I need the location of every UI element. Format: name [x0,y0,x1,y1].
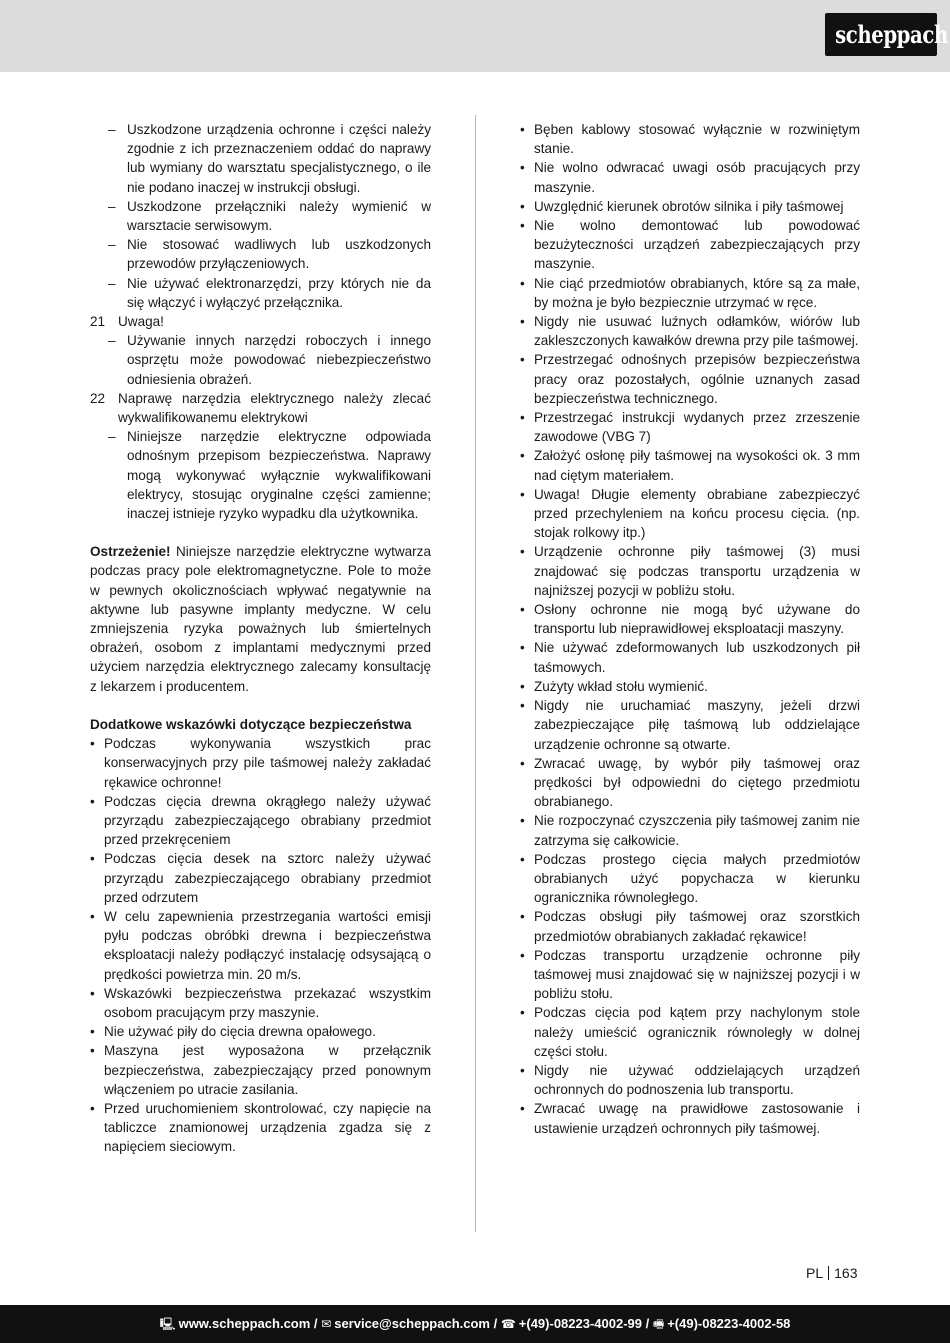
list-item-text: Założyć osłonę piły taśmowej na wysokości ok. 3 mm nad ciętym materiałem. [534,448,860,483]
bullet-marker: • [520,698,525,714]
dash-marker: – [108,275,116,291]
bullet-marker: • [520,410,525,426]
list-item-text: Przestrzegać instrukcji wydanych przez zrzeszenie zawodowe (VBG 7) [534,410,860,445]
bullet-marker: • [520,122,525,137]
list-item-text: Podczas obsługi piły taśmowej oraz szorstkich przedmiotów obrabianych zakładać rękawice! [534,909,860,944]
dash-item: – Niniejsze narzędzie elektryczne odpowiada odnośnym przepisom bezpieczeństwa. Naprawy mogą wykonywać wyłącznie wykwalifikowani elektrycy, stosując oryginalne części zamienne; inaczej istnieje ryzyko wypadku dla użytkownika. [108,429,431,522]
dash-item [90,235,431,273]
list-item [520,1003,860,1061]
bullet-marker: • [520,640,525,656]
phone-icon: ☎ [500,1317,516,1331]
list-item [90,1099,431,1157]
bullet-list [90,734,431,1156]
list-item-text: W celu zapewnienia przestrzegania wartości emisji pyłu podczas obróbki drewna i bezpieczeństwa eksploatacji należy podłączyć instalację odsysającą o prędkości powietrza min. 20 m/s. [104,908,431,982]
bullet-marker: • [90,985,95,1001]
bullet-marker: • [520,813,525,829]
bullet-marker: • [90,1024,95,1040]
bullet-marker: • [90,1043,95,1059]
item-number: 21 [90,314,106,330]
list-item-text: Nie rozpoczynać czyszczenia piły taśmowej zanim nie zatrzyma się całkowicie. [534,813,860,848]
list-item-text: Zwracać uwagę, by wybór piły taśmowej oraz prędkości był odpowiedni do ciętego przedmiotu obrabianego. [534,755,860,810]
list-item-text: Podczas wykonywania wszystkich prac konserwacyjnych przy pile taśmowej należy zakładać rękawice ochronne! [104,736,431,790]
bullet-marker: • [520,160,525,176]
list-item-text: Podczas cięcia drewna okrągłego należy używać przyrządu zabezpieczającego obrabiany przedmiot przed przekręceniem [104,793,431,848]
list-item-text: Podczas cięcia desek na sztorc należy używać przyrządu zabezpieczającego obrabiany przedmiot przed odrzutem [104,851,431,905]
bullet-marker: • [520,755,525,771]
dash-item: – Używanie innych narzędzi roboczych i innego osprzętu może powodować niebezpieczeństwo odniesienia obrażeń. [108,333,431,387]
list-item-text: Nigdy nie używać oddzielających urządzeń ochronnych do podnoszenia lub transportu. [534,1062,860,1098]
list-item [520,274,860,312]
bullet-marker: • [90,793,95,809]
list-item [520,677,860,696]
bullet-marker: • [520,448,525,464]
bullet-marker: • [90,736,95,752]
list-item [90,984,431,1022]
list-item-text: Bęben kablowy stosować wyłącznie w rozwiniętym stanie. [534,122,860,157]
bullet-marker: • [520,198,525,214]
list-item-text: Zużyty wkład stołu wymienić. [534,678,708,694]
dash-item [90,274,431,312]
bullet-list [520,120,860,1138]
list-item-text: Nie używać elektronarzędzi, przy których nie da się włączyć i wyłączyć przełącznika. [127,275,431,310]
website-link[interactable]: www.scheppach.com [178,1316,311,1331]
list-item [520,485,860,543]
list-item [520,350,860,408]
list-item [520,696,860,754]
list-item [520,542,860,600]
email-link[interactable]: service@scheppach.com [334,1316,490,1331]
list-item-text: Podczas prostego cięcia małych przedmiotów obrabianych użyć popychacza w kierunku ogranicznika równoległego. [534,851,860,906]
dash-list [90,120,431,312]
bullet-marker: • [520,602,525,618]
bullet-marker: • [520,544,525,560]
phone-number: +(49)-08223-4002-99 [518,1316,643,1331]
list-item [520,408,860,446]
bullet-marker: • [520,851,525,867]
bullet-marker: • [520,1005,525,1021]
list-item-text: Podczas transportu urządzenie ochronne piły taśmowej musi znajdować się w najniższej pozycji i w pobliżu stołu. [534,947,860,1002]
list-item [520,1099,860,1137]
bullet-marker: • [520,218,525,234]
list-item-text: Uszkodzone przełączniki należy wymienić w warsztacie serwisowym. [127,198,431,234]
list-item-text: Przed uruchomieniem skontrolować, czy napięcie na tabliczce znamionowej urządzenia zgadza się z napięciem sieciowym. [104,1100,431,1155]
scheppach-logo: scheppach [825,13,937,56]
section-heading: Dodatkowe wskazówki dotyczące bezpieczeństwa [90,716,412,732]
item-title: Naprawę narzędzia elektrycznego należy zlecać wykwalifikowanemu elektrykowi [118,390,431,426]
bullet-marker: • [90,908,95,924]
list-item [520,158,860,196]
fax-number: +(49)-08223-4002-58 [667,1316,791,1331]
warning-text: Niniejsze narzędzie elektryczne wytwarza podczas pracy pole elektromagnetyczne. Pole to może w pewnych okolicznościach wpływać negatywnie na aktywne lub pasywne implanty medyczne. W celu zmniejszenia ryzyka poważnych lub śmiertelnych obrażeń, osobom z implantami medycznymi przed użyciem narzędzia elektrycznego zalecamy konsultację z lekarzem i producentem. [90,544,431,694]
numbered-item-22 [90,389,431,427]
list-item [90,792,431,850]
list-item [520,811,860,849]
bullet-marker: • [90,851,95,867]
language-code: PL [806,1265,824,1281]
bullet-marker: • [520,947,525,963]
list-item [520,1061,860,1099]
header-band [0,0,950,72]
dash-marker: – [108,122,116,137]
list-item [520,216,860,274]
dash-marker: – [108,237,116,253]
list-item-text: Nie wolno demontować lub powodować bezużyteczności urządzeń zabezpieczających przy maszynie. [534,218,860,272]
page-number [806,1264,857,1282]
bullet-marker: • [520,909,525,925]
list-item-text: Nie stosować wadliwych lub uszkodzonych przewodów przyłączeniowych. [127,237,431,272]
bullet-marker: • [520,486,525,502]
dash-marker: – [108,198,116,214]
computer-icon: 🖳 [159,1317,176,1331]
list-item [90,907,431,984]
list-item-text: Osłony ochronne nie mogą być używane do transportu lub nieprawidłowej eksploatacji maszyny. [534,602,860,637]
page-number-value: 163 [834,1265,858,1281]
list-item [520,197,860,216]
list-item [520,446,860,484]
warning-paragraph [90,542,431,696]
list-item [520,638,860,676]
dash-item [90,197,431,235]
list-item-text: Przestrzegać odnośnych przepisów bezpieczeństwa pracy oraz pozostałych, ogólnie uznanych zasad bezpieczeństwa technicznego. [534,352,860,406]
list-item-text: Podczas cięcia pod kątem przy nachylonym stole należy umieścić ogranicznik równoległy w dolnej części stołu. [534,1005,860,1059]
list-item [90,1022,431,1041]
list-item-text: Nie używać zdeformowanych lub uszkodzonych pił taśmowych. [534,640,860,675]
mail-icon: ✉ [321,1317,332,1331]
list-item-text: Urządzenie ochronne piły taśmowej (3) musi znajdować się podczas transportu urządzenia w najniższej pozycji w pobliżu stołu. [534,544,860,598]
bullet-marker: • [520,1101,525,1117]
right-column [520,120,860,1138]
list-item [520,120,860,158]
list-item [90,734,431,792]
list-item [520,907,860,945]
bullet-marker: • [520,1062,525,1078]
list-item [90,849,431,907]
item-number: 22 [90,390,106,406]
bullet-marker: • [520,352,525,368]
fax-icon: 🖷 [652,1317,665,1331]
column-divider [475,115,476,1232]
list-item-text: Uwzględnić kierunek obrotów silnika i piły taśmowej [534,198,844,214]
list-item-text: Nie używać piły do cięcia drewna opałowego. [104,1024,376,1040]
list-item-text: Nigdy nie usuwać luźnych odłamków, wiórów lub zakleszczonych kawałków drewna przy pile taśmowej. [534,314,860,349]
list-item [520,850,860,908]
footer-bar: 🖳 www.scheppach.com / ✉ service@scheppach.com / ☎ +(49)-08223-4002-99 / 🖷 +(49)-08223-4002-58 [0,1305,950,1343]
list-item [520,946,860,1004]
left-column [90,120,431,1157]
item-title: Uwaga! [118,314,164,330]
list-item [520,312,860,350]
list-item-text: Uszkodzone urządzenia ochronne i części należy zgodnie z ich przeznaczeniem oddać do naprawy lub wymiany do warsztatu specjalistycznego, o ile nie podano inaczej w instrukcji obsługi. [127,122,431,195]
list-item-text: Uwaga! Długie elementy obrabiane zabezpieczyć przed przechyleniem na końcu procesu cięcia. (np. stojak rolkowy itp.) [534,486,860,541]
warning-label: Ostrzeżenie! [90,544,171,560]
bullet-marker: • [520,314,525,330]
page-number-separator [828,1266,829,1280]
list-item-text: Zwracać uwagę na prawidłowe zastosowanie i ustawienie urządzeń ochronnych piły taśmowej. [534,1101,860,1136]
dash-item [90,120,431,197]
bullet-marker: • [90,1100,95,1116]
list-item [520,754,860,812]
list-item-text: Nie wolno odwracać uwagi osób pracujących przy maszynie. [534,160,860,195]
bullet-marker: • [520,275,525,291]
list-item-text: Nie ciąć przedmiotów obrabianych, które są za małe, by można je było bezpiecznie utrzymać w ręce. [534,275,860,310]
list-item [90,1041,431,1099]
bullet-marker: • [520,678,525,694]
list-item-text: Wskazówki bezpieczeństwa przekazać wszystkim osobom pracującym przy maszynie. [104,985,431,1020]
numbered-item-21 [90,312,431,331]
list-item-text: Maszyna jest wyposażona w przełącznik bezpieczeństwa, zabezpieczający przed ponownym włączeniem po utracie zasilania. [104,1043,431,1097]
list-item-text: Nigdy nie uruchamiać maszyny, jeżeli drzwi zabezpieczające piłę taśmową lub oddzielające urządzenie ochronne są otwarte. [534,698,860,752]
list-item [520,600,860,638]
